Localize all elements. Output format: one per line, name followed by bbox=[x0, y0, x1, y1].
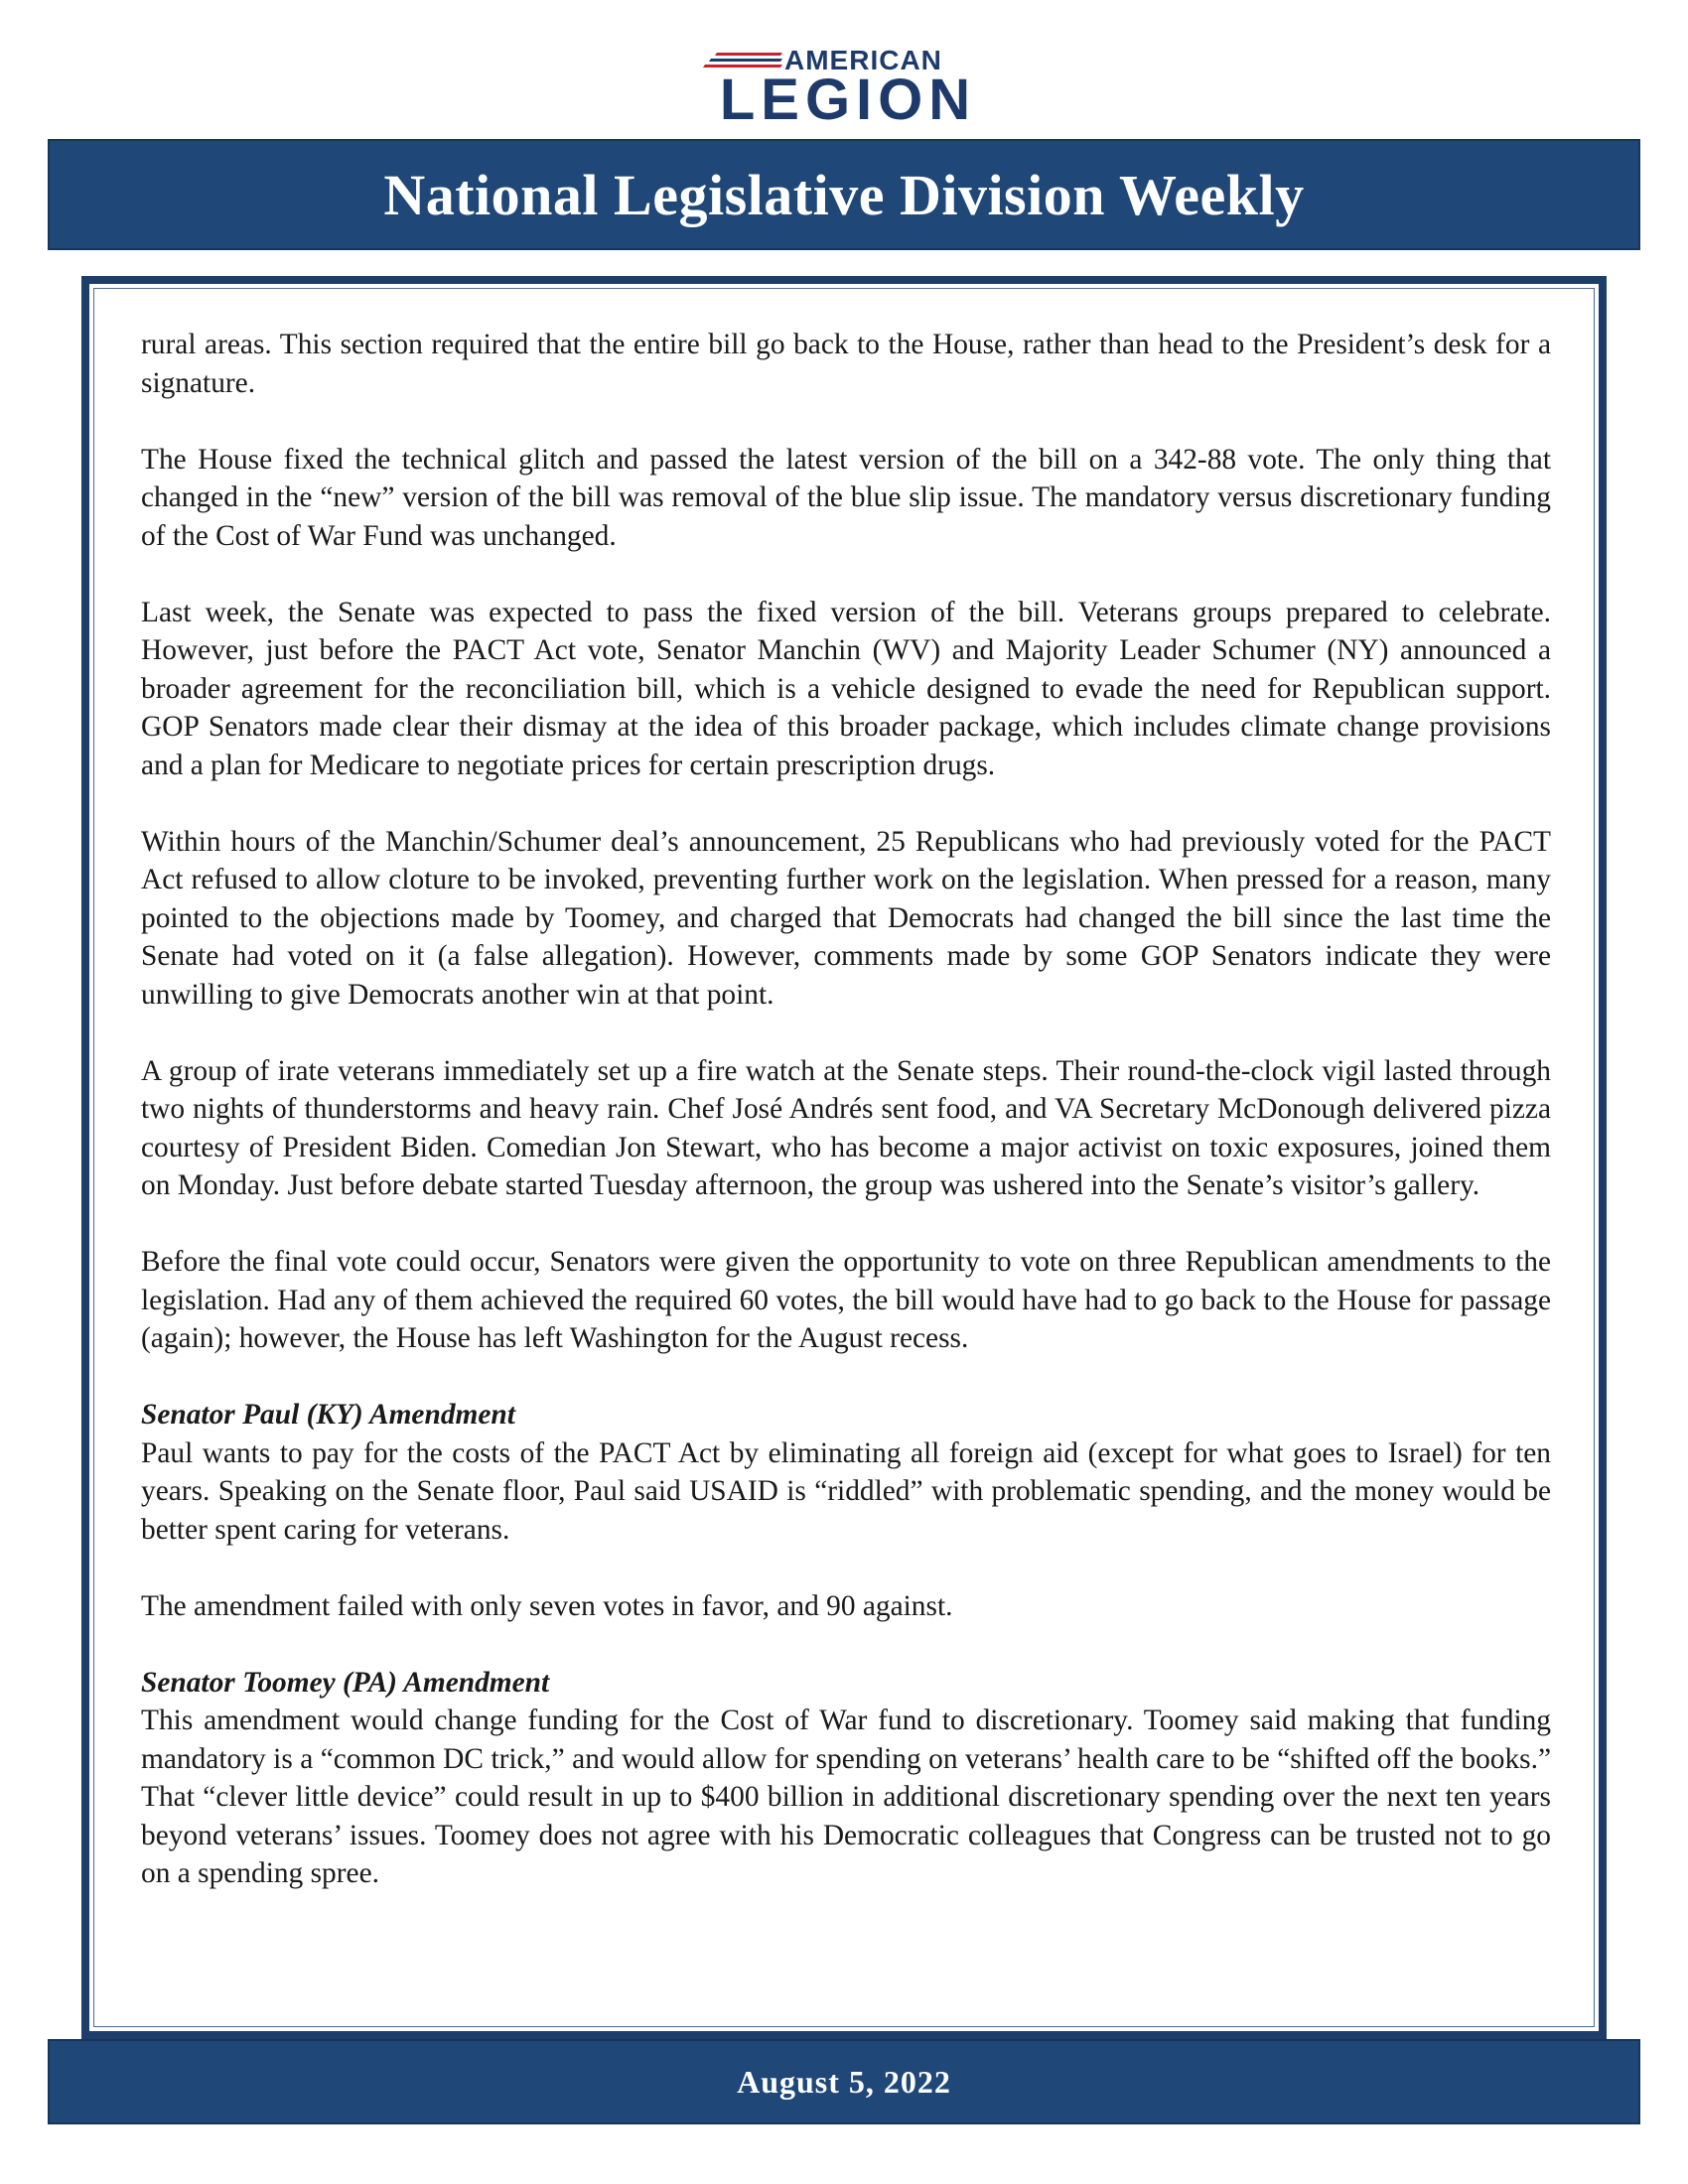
issue-date: August 5, 2022 bbox=[737, 2063, 951, 2100]
paragraph-cloture-blocked: Within hours of the Manchin/Schumer deal’s announcement, 25 Republicans who had previously voted for the PACT Act refused to allow cloture to be invoked, preventing further work on the legislation. When pressed for a reason, many pointed to the objections made by Toomey, and charged that Democrats had changed the bill since the last time the Senate had voted on it (a false allegation). However, comments made by some GOP Senators indicate they were unwilling to give Democrats another win at that point. bbox=[141, 825, 1551, 1011]
newsletter-title: National Legislative Division Weekly bbox=[383, 162, 1305, 227]
paragraph-paul-vote-result: The amendment failed with only seven votes in favor, and 90 against. bbox=[141, 1589, 953, 1622]
logo-word-american: AMERICAN bbox=[784, 45, 942, 75]
paragraph-paul-amendment: Paul wants to pay for the costs of the PACT Act by eliminating all foreign aid (except for what goes to Israel) for ten years. Speaking on the Senate floor, Paul said USAID is “riddled” with problematic spending, and the money would be better spent caring for veterans. bbox=[141, 1436, 1551, 1546]
paragraph-house-fix: The House fixed the technical glitch and passed the latest version of the bill on a 342-88 vote. The only thing that changed in the “new” version of the bill was removal of the blue slip issue. The mandatory versus discretionary funding of the Cost of War Fund was unchanged. bbox=[141, 443, 1551, 552]
american-legion-logo bbox=[697, 42, 995, 132]
paragraph-toomey-amendment: This amendment would change funding for the Cost of War fund to discretionary. Toomey said making that funding mandatory is a “common DC trick,” and would allow for spending on veterans’ health care to be “shifted off the books.” That “clever little device” could result in up to $400 billion in additional discretionary spending over the next ten years beyond veterans’ issues. Toomey does not agree with his Democratic colleagues that Congress can be trusted not to go on a spending spree. bbox=[141, 1705, 1551, 1889]
logo-word-legion: LEGION bbox=[719, 68, 977, 132]
subhead-paul-amendment: Senator Paul (KY) Amendment bbox=[141, 1399, 515, 1431]
paragraph-rural-areas: rural areas. This section required that the entire bill go back to the House, rather than head to the President’s desk for a signature. bbox=[141, 329, 1551, 399]
subhead-toomey-amendment: Senator Toomey (PA) Amendment bbox=[141, 1666, 550, 1699]
article-body bbox=[141, 326, 1551, 1893]
footer-banner bbox=[48, 2039, 1640, 2124]
paragraph-amendments-intro: Before the final vote could occur, Senators were given the opportunity to vote on three Republican amendments to the legislation. Had any of them achieved the required 60 votes, the bill would have had to go back to the House for passage (again); however, the House has left Washington for the August recess. bbox=[141, 1246, 1551, 1354]
header-banner bbox=[48, 139, 1640, 250]
paragraph-senate-expected: Last week, the Senate was expected to pass the fixed version of the bill. Veterans groups prepared to celebrate. However, just before the PACT Act vote, Senator Manchin (WV) and Majority Leader Schumer (NY) announced a broader agreement for the reconciliation bill, which is a vehicle designed to evade the need for Republican support. GOP Senators made clear their dismay at the idea of this broader package, which includes climate change provisions and a plan for Medicare to negotiate prices for certain prescription drugs. bbox=[141, 596, 1551, 781]
paragraph-fire-watch: A group of irate veterans immediately set up a fire watch at the Senate steps. Their round-the-clock vigil lasted through two nights of thunderstorms and heavy rain. Chef José Andrés sent food, and VA Secretary McDonough delivered pizza courtesy of President Biden. Comedian Jon Stewart, who has become a major activist on toxic exposures, joined them on Monday. Just before debate started Tuesday afternoon, the group was ushered into the Senate’s visitor’s gallery. bbox=[141, 1054, 1551, 1201]
